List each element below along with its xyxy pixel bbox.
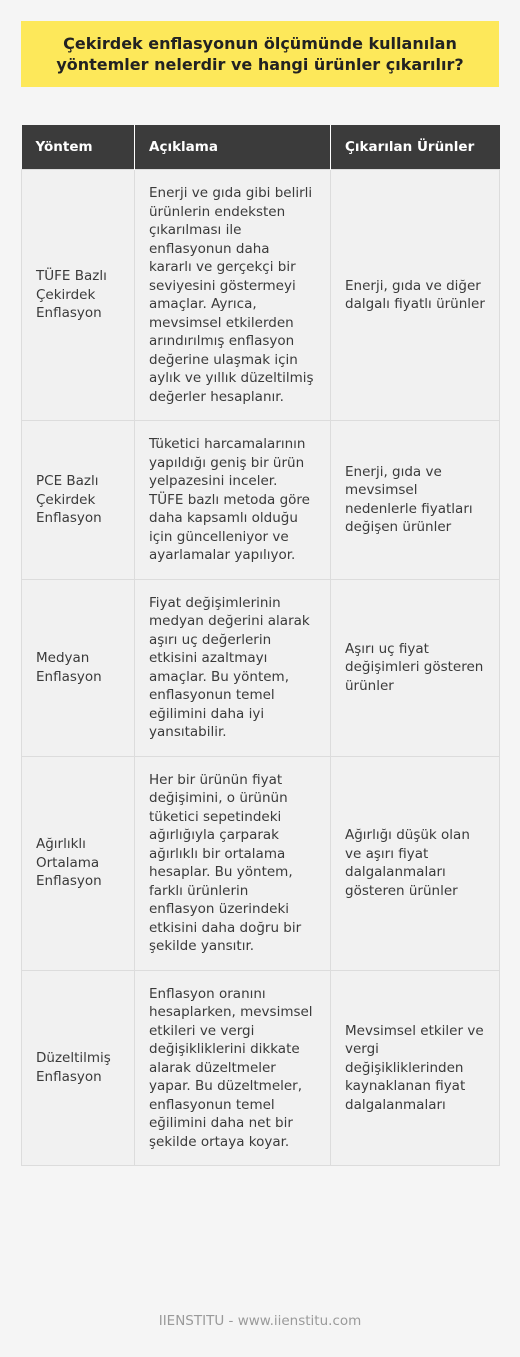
table-row	[22, 579, 500, 756]
description-cell: Her bir ürünün fiyat değişimini, o ürünün tüketici sepetindeki ağırlığıyla çarparak ağırlıklı bir ortalama hesaplar. Bu yöntem, farklı ürünlerin enflasyon üzerindeki etkisini daha doğru bir şekilde yansıtır.	[135, 756, 331, 970]
method-cell: Düzeltilmiş Enflasyon	[22, 970, 135, 1166]
table-row	[22, 421, 500, 580]
description-cell: Enflasyon oranını hesaplarken, mevsimsel etkileri ve vergi değişikliklerini dikkate alarak düzeltmeler yapar. Bu düzeltmeler, enflasyonun temel eğilimini daha net bir şekilde ortaya koyar.	[135, 970, 331, 1166]
description-cell: Tüketici harcamalarının yapıldığı geniş bir ürün yelpazesini inceler. TÜFE bazlı metoda göre daha kapsamlı olduğu için güncelleniyor ve ayarlamalar yapılıyor.	[135, 421, 331, 580]
excluded-cell: Enerji, gıda ve mevsimsel nedenlerle fiyatları değişen ürünler	[331, 421, 500, 580]
footer-credit: IIENSTITU - www.iienstitu.com	[158, 1313, 362, 1329]
excluded-cell: Aşırı uç fiyat değişimleri gösteren ürünler	[331, 579, 500, 756]
description-cell: Fiyat değişimlerinin medyan değerini alarak aşırı uç değerlerin etkisini azaltmayı amaçlar. Bu yöntem, enflasyonun temel eğilimini daha iyi yansıtabilir.	[135, 579, 331, 756]
method-cell: TÜFE Bazlı Çekirdek Enflasyon	[22, 170, 135, 421]
table-row	[22, 170, 500, 421]
table-row	[22, 970, 500, 1166]
table-row	[22, 756, 500, 970]
header-description: Açıklama	[135, 125, 331, 170]
method-cell: Medyan Enflasyon	[22, 579, 135, 756]
description-cell: Enerji ve gıda gibi belirli ürünlerin endeksten çıkarılması ile enflasyonun daha kararlı ve gerçekçi bir seviyesini göstermeyi amaçlar. Ayrıca, mevsimsel etkilerden arındırılmış enflasyon değerine ulaşmak için aylık ve yıllık düzeltilmiş değerler hesaplanır.	[135, 170, 331, 421]
title-banner	[21, 21, 499, 87]
method-cell: Ağırlıklı Ortalama Enflasyon	[22, 756, 135, 970]
method-cell: PCE Bazlı Çekirdek Enflasyon	[22, 421, 135, 580]
excluded-cell: Ağırlığı düşük olan ve aşırı fiyat dalgalanmaları gösteren ürünler	[331, 756, 500, 970]
excluded-cell: Mevsimsel etkiler ve vergi değişikliklerinden kaynaklanan fiyat dalgalanmaları	[331, 970, 500, 1166]
methods-table	[21, 125, 500, 1166]
header-method: Yöntem	[22, 125, 135, 170]
header-excluded: Çıkarılan Ürünler	[331, 125, 500, 170]
table-header-row	[22, 125, 500, 170]
excluded-cell: Enerji, gıda ve diğer dalgalı fiyatlı ürünler	[331, 170, 500, 421]
page-title: Çekirdek enflasyonun ölçümünde kullanılan yöntemler nelerdir ve hangi ürünler çıkarılır?	[56, 34, 464, 74]
